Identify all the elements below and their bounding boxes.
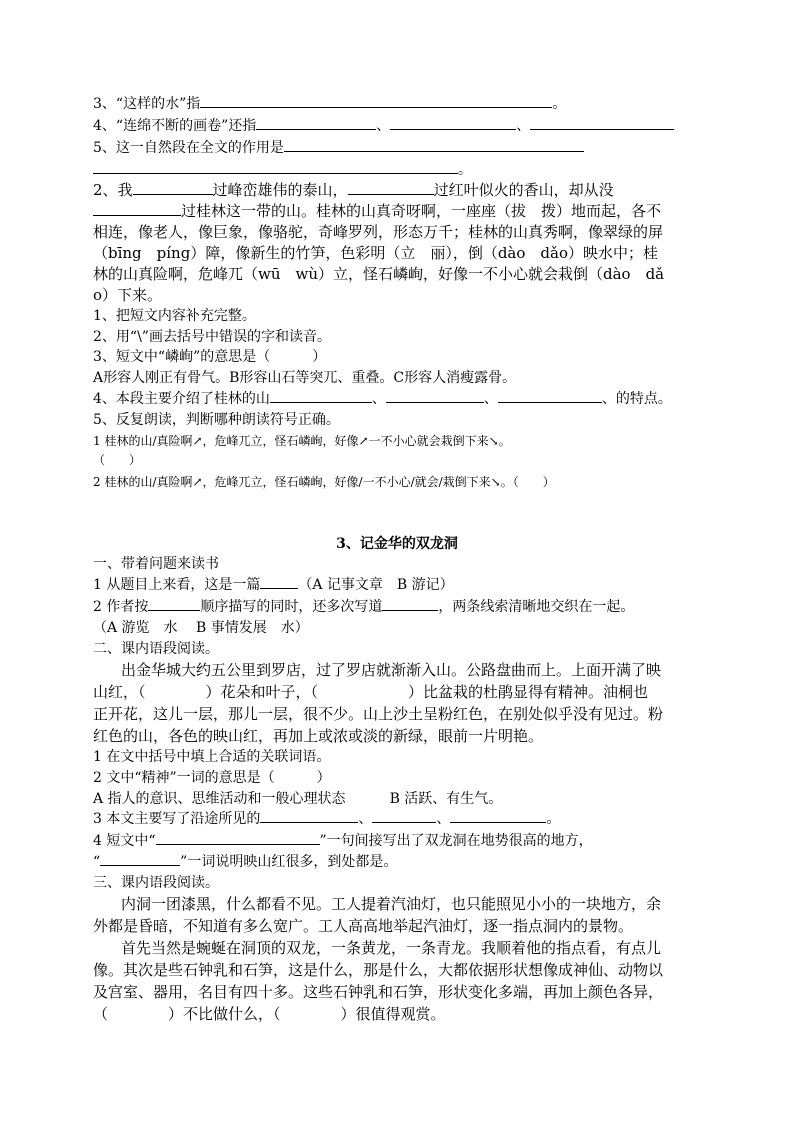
- answer-blank[interactable]: [148, 596, 200, 611]
- question-5: 5、这一自然段在全文的作用是: [93, 137, 584, 159]
- part2-q2: 2 文中“精神”一词的意思是（ ）: [93, 770, 331, 786]
- passage2-q1: 1、把短文内容补充完整。: [93, 308, 256, 324]
- answer-blank[interactable]: [260, 574, 298, 589]
- answer-blank[interactable]: [156, 830, 320, 845]
- answer-blank[interactable]: [270, 388, 372, 403]
- answer-blank[interactable]: [100, 851, 180, 866]
- para3-line1: 首先当然是蜿蜒在洞顶的双龙，一条黄龙，一条青龙。我顺着他的指点看，有点儿: [121, 939, 662, 957]
- reading-option-1: 1 桂林的山/真险啊↗，危峰兀立，怪石嶙峋，好像↗一不小心就会栽倒下来↘。: [93, 434, 511, 448]
- para1-line2: 山红，（ ）花朵和叶子，（ ）比盆栽的杜鹃显得有精神。油桐也: [93, 683, 649, 701]
- para3-line2: 像。其次是些石钟乳和石笋，这是什么，那是什么，大都依据形状想像成神仙、动物以: [93, 961, 664, 979]
- answer-blank[interactable]: [200, 93, 552, 108]
- passage2-q3: 3、短文中“嶙峋”的意思是（ ）: [93, 349, 327, 365]
- part2-q2-options: A 指人的意识、思维活动和一般心理状态 B 活跃、有生气。: [93, 791, 503, 807]
- part2-q3: 3 本文主要写了沿途所见的 、 、 。: [93, 808, 560, 830]
- passage2-line5: 林的山真险啊，危峰兀（wū wù）立，怪石嶙峋，好像一不小心就会栽倒（dào dǎ: [93, 265, 665, 283]
- answer-blank[interactable]: [348, 180, 434, 195]
- answer-blank[interactable]: [498, 388, 602, 403]
- part3-heading: 三、课内语段阅读。: [93, 875, 219, 891]
- answer-blank[interactable]: [390, 115, 516, 130]
- passage2-q5: 5、反复朗读，判断哪种朗读符号正确。: [93, 412, 340, 428]
- question-5-continued: 。: [93, 159, 472, 181]
- reading-option-1-paren[interactable]: （ ）: [93, 453, 142, 467]
- part2-heading: 二、课内语段阅读。: [93, 641, 219, 657]
- answer-blank[interactable]: [530, 115, 674, 130]
- answer-blank[interactable]: [133, 180, 213, 195]
- answer-blank[interactable]: [93, 201, 181, 216]
- para1-line3: 正开花，这儿一层，那儿一层，很不少。山上沙土呈粉红色，在别处似乎没有见过。粉: [93, 705, 664, 723]
- answer-blank[interactable]: [386, 388, 484, 403]
- reading-option-2: 2 桂林的山/真险啊↗，危峰兀立，怪石嶙峋，好像/一不小心/就会/栽倒下来↘。（ ）: [93, 475, 555, 489]
- part1-heading: 一、带着问题来读书: [93, 556, 219, 572]
- answer-blank[interactable]: [372, 808, 436, 823]
- answer-blank[interactable]: [260, 808, 358, 823]
- para3-line4: （ ）不比做什么，（ ）很值得观赏。: [93, 1005, 446, 1023]
- answer-blank[interactable]: [256, 115, 376, 130]
- answer-blank[interactable]: [284, 137, 584, 152]
- answer-blank[interactable]: [382, 596, 438, 611]
- part1-q1: 1 从题目上来看，这是一篇 （A 记事文章 B 游记）: [93, 574, 454, 596]
- section-title: 3、记金华的双龙洞: [336, 536, 458, 552]
- question-3: 3、“这样的水”指 。: [93, 93, 566, 115]
- passage2-q4: 4、本段主要介绍了桂林的山 、 、 、的特点。: [93, 388, 672, 410]
- answer-blank[interactable]: [93, 159, 458, 174]
- part2-q4: 4 短文中“ ”一句间接写出了双龙洞在地势很高的地方，: [93, 830, 593, 852]
- passage2-line1: 2、我 过峰峦雄伟的泰山， 过红叶似火的香山，却从没: [93, 181, 614, 199]
- passage2-line6: o）下来。: [93, 286, 163, 304]
- para2-line1: 内洞一团漆黑，什么都看不见。工人提着汽油灯，也只能照见小小的一块地方，余: [121, 895, 662, 913]
- part2-q1: 1 在文中括号中填上合适的关联词语。: [93, 749, 331, 765]
- para2-line2: 外都是昏暗，不知道有多么宽广。工人高高地举起汽油灯，逐一指点洞内的景物。: [93, 917, 634, 935]
- passage2-line3: 相连，像老人，像巨象，像骆驼，奇峰罗列，形态万千；桂林的山真秀啊，像翠绿的屏: [93, 223, 664, 241]
- passage2-line4: （bīng píng）障，像新生的竹笋，色彩明（立 丽），倒（dào dǎo）映水中；桂: [93, 244, 658, 262]
- passage2-q2: 2、用“\”画去括号中错误的字和读音。: [93, 329, 331, 345]
- question-4: 4、“连绵不断的画卷”还指 、 、: [93, 115, 674, 137]
- para3-line3: 及宫室、器用，名目有四十多。这些石钟乳和石笋，形状变化多端，再加上颜色各异，: [93, 983, 664, 1001]
- passage2-line2: 过桂林这一带的山。桂林的山真奇呀啊，一座座（拔 拨）地而起，各不: [93, 200, 661, 222]
- part1-q2-options: （A 游览 水 B 事情发展 水）: [93, 620, 309, 636]
- part1-q2: 2 作者按 顺序描写的同时，还多次写道 ，两条线索清晰地交织在一起。: [93, 596, 634, 618]
- para1-line4: 红色的山，各色的映山红，再加上或浓或淡的新绿，眼前一片明艳。: [93, 727, 544, 745]
- passage2-q3-options: A形容人刚正有骨气。B形容山石等突兀、重叠。C形容人消瘦露骨。: [93, 370, 517, 386]
- part2-q4-continued: “ ”一词说明映山红很多，到处都是。: [93, 851, 397, 873]
- para1-line1: 出金华城大约五公里到罗店，过了罗店就渐渐入山。公路盘曲而上。上面开满了映: [121, 661, 662, 679]
- answer-blank[interactable]: [450, 808, 546, 823]
